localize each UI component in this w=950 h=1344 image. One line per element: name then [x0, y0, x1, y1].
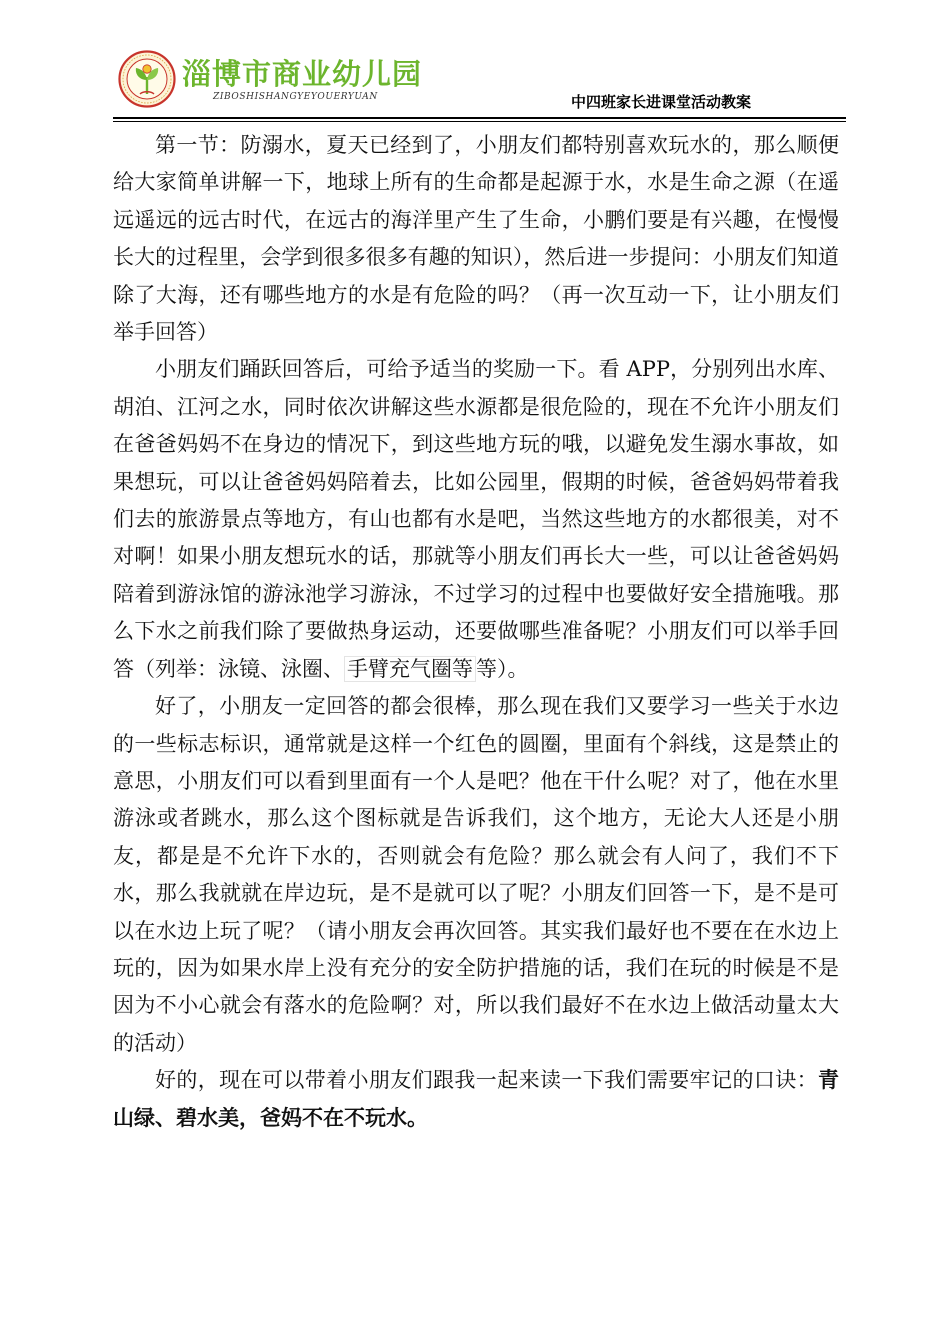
school-name: 淄博市商业幼儿园: [182, 57, 423, 91]
school-logo: [118, 50, 423, 110]
highlighted-item: 手臂充气圈等: [344, 656, 476, 682]
paragraph-water-sources: [113, 351, 839, 688]
school-pinyin: ZIBOSHISHANGYEYOUERYUAN: [213, 92, 378, 102]
paragraph-warning-signs: 好了，小朋友一定回答的都会很棒，那么现在我们又要学习一些关于水边的一些标志标识，通常就是这样一个红色的圆圈，里面有个斜线，这是禁止的意思，小朋友们可以看到里面有一个人是吧？他在干什么呢？对了，他在水里游泳或者跳水，那么这个图标就是告诉我们，这个地方，无论大人还是小朋友，都是是不允许下水的，否则就会有危险？那么就会有人问了，我们不下水，那么我就就在岸边玩，是不是就可以了呢？小朋友们回答一下，是不是可以在水边上玩了呢？（请小朋友会再次回答。其实我们最好也不要在在水边上玩的，因为如果水岸上没有充分的安全防护措施的话，我们在玩的时候是不是因为不小心就会有落水的危险啊？对，所以我们最好不在水边上做活动量太大的活动）: [113, 694, 839, 1055]
lesson-plan-body: [113, 127, 839, 1137]
header-rule-thin: [113, 121, 846, 122]
document-title: 中四班家长进课堂活动教案: [571, 93, 752, 111]
school-seal-icon: [118, 50, 176, 108]
slogan-intro: 好的，现在可以带着小朋友们跟我一起来读一下我们需要牢记的口诀：: [155, 1068, 818, 1093]
header-rule-thick: [113, 117, 846, 119]
paragraph-slogan: [113, 1062, 839, 1137]
paragraph-water-sources-end: 等）。: [476, 656, 529, 681]
safety-slogan: 青山绿、碧水美，爸妈不在不玩水。: [113, 1068, 839, 1130]
page-header: [0, 0, 950, 128]
paragraph-water-sources-text: 小朋友们踊跃回答后，可给予适当的奖励一下。看 APP，分别列出水库、胡泊、江河之水，同时依次讲解这些水源都是很危险的，现在不允许小朋友们在爸爸妈妈不在身边的情况下，到这些地方玩的哦，以避免发生溺水事故，如果想玩，可以让爸爸妈妈陪着去，比如公园里，假期的时候，爸爸妈妈带着我们去的旅游景点等地方，有山也都有水是吧，当然这些地方的水都很美，对不对啊！如果小朋友想玩水的话，那就等小朋友们再长大一些，可以让爸爸妈妈陪着到游泳馆的游泳池学习游泳，不过学习的过程中也要做好安全措施哦。那么下水之前我们除了要做热身运动，还要做哪些准备呢？小朋友们可以举手回答（列举：泳镜、泳圈、: [113, 357, 839, 681]
paragraph-intro: 第一节：防溺水，夏天已经到了，小朋友们都特别喜欢玩水的，那么顺便给大家简单讲解一下，地球上所有的生命都是起源于水，水是生命之源（在遥远遥远的远古时代，在远古的海洋里产生了生命，小鹏们要是有兴趣，在慢慢长大的过程里，会学到很多很多有趣的知识），然后进一步提问：小朋友们知道除了大海，还有哪些地方的水是有危险的吗？（再一次互动一下，让小朋友们举手回答）: [113, 133, 839, 345]
